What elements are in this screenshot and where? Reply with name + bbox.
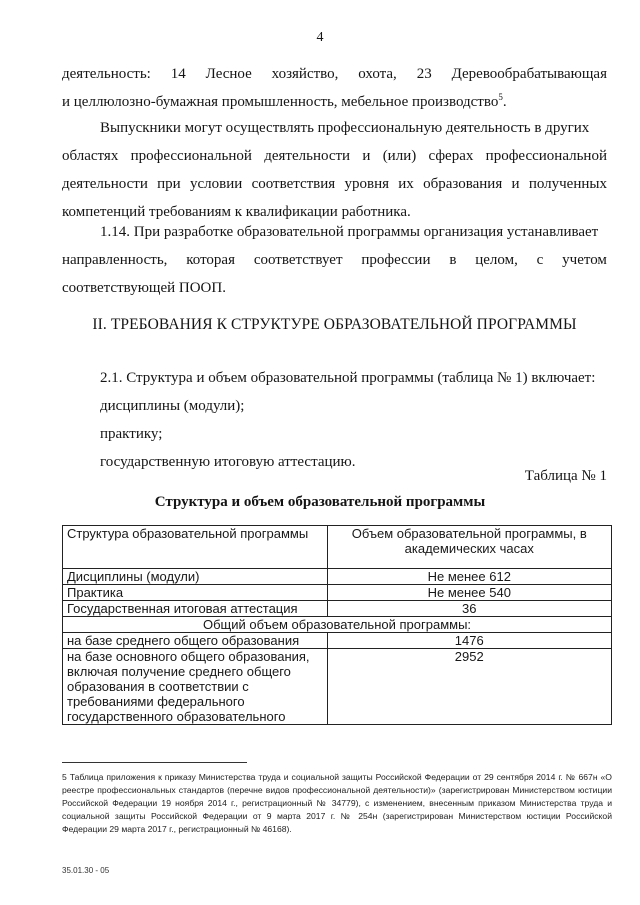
header-cell-volume: Объем образовательной программы, в академических часах [327, 526, 611, 569]
row-label-line: государственного образовательного [67, 709, 286, 724]
word: условии [190, 176, 243, 192]
list-item: дисциплины (модули); [100, 398, 245, 414]
row-label-line: требованиями федерального [67, 694, 245, 709]
footnote-reference[interactable]: 5 [498, 92, 503, 102]
table-row [63, 585, 612, 601]
word: деятельности [264, 148, 351, 164]
word: целом, [475, 252, 518, 268]
paragraph-line [62, 60, 607, 88]
paragraph-1-14 [62, 218, 607, 302]
line-end: . [502, 94, 507, 110]
total-label: Общий объем образовательной программы: [63, 617, 612, 633]
table-row [63, 633, 612, 649]
section-intro: 2.1. Структура и объем образовательной программы (таблица № 1) включает: [100, 370, 596, 386]
section-list [62, 364, 607, 476]
footnote-text: 5 Таблица приложения к приказу Министерства труда и социальной защиты Российской Федерации от 29 сентября 2014 г. № 667н «О реестре профессиональных стандартов (перечне видов профессиональной деятельности)» (зарегистрирован Министерством юстиции Российской Федерации 19 ноября 2014 г., регистрационный № 34779), с изменением, внесенным приказом Министерства труда и социальной защиты Российской Федерации от 9 марта 2017 г. № 254н (зарегистрирован Министерством юстиции Российской Федерации 29 марта 2017 г., регистрационный № 46168). [62, 772, 612, 835]
word: при [157, 176, 181, 192]
word: с [536, 252, 544, 268]
row-label: Практика [63, 585, 328, 601]
word: деятельность: [62, 66, 151, 82]
table-row [63, 601, 612, 617]
table-row [63, 649, 612, 725]
paragraph-line [62, 170, 607, 198]
word: и [362, 148, 371, 164]
table-number: Таблица № 1 [524, 468, 607, 484]
row-label [63, 649, 328, 725]
word: которая [186, 252, 235, 268]
footnote-separator [62, 762, 247, 763]
table-header-row [63, 526, 612, 569]
word: профессиональной [130, 148, 252, 164]
paragraph-line [62, 88, 607, 116]
word: 14 [170, 66, 186, 82]
word: охота, [358, 66, 397, 82]
row-value: 36 [327, 601, 611, 617]
word: хозяйство, [271, 66, 339, 82]
row-label: на базе среднего общего образования [63, 633, 328, 649]
row-value: 2952 [327, 649, 611, 725]
paragraph-line [62, 246, 607, 274]
word: полученных [528, 176, 607, 192]
word: 23 [416, 66, 432, 82]
row-value: Не менее 612 [327, 569, 611, 585]
word: и [511, 176, 520, 192]
paragraph-line: Выпускники могут осуществлять профессиональную деятельность в других [100, 120, 590, 136]
paragraph-graduates [62, 114, 607, 226]
document-code: 35.01.30 - 05 [62, 866, 110, 875]
paragraph-line: компетенций требованиям к квалификации работника. [62, 204, 411, 220]
paragraph-line [62, 142, 607, 170]
word: Лесное [205, 66, 252, 82]
table-row [63, 569, 612, 585]
line-text: и целлюлозно-бумажная промышленность, мебельное производство [62, 94, 499, 110]
section-title: II. ТРЕБОВАНИЯ К СТРУКТУРЕ ОБРАЗОВАТЕЛЬНОЙ ПРОГРАММЫ [92, 316, 577, 333]
paragraph-activity-areas [62, 60, 607, 116]
row-label-line: на базе основного общего образования, [67, 649, 310, 664]
word: Деревообрабатывающая [451, 66, 607, 82]
paragraph-line: соответствующей ПООП. [62, 280, 226, 296]
word: учетом [562, 252, 607, 268]
word: уровня [344, 176, 389, 192]
paragraph-line: 1.14. При разработке образовательной программы организация устанавливает [100, 224, 599, 240]
page-number: 4 [316, 30, 324, 45]
word: профессии [361, 252, 431, 268]
row-label: Государственная итоговая аттестация [63, 601, 328, 617]
table-caption: Структура и объем образовательной программы [154, 494, 486, 510]
list-item: государственную итоговую аттестацию. [100, 454, 356, 470]
row-label-line: включая получение среднего общего [67, 664, 291, 679]
row-value: 1476 [327, 633, 611, 649]
row-label-line: образования в соответствии с [67, 679, 249, 694]
word: их [398, 176, 414, 192]
table-total-row [63, 617, 612, 633]
word: деятельности [62, 176, 148, 192]
word: образования [423, 176, 503, 192]
word: профессиональной [485, 148, 607, 164]
word: направленность, [62, 252, 168, 268]
word: соответствует [253, 252, 343, 268]
word: областях [62, 148, 119, 164]
row-label: Дисциплины (модули) [63, 569, 328, 585]
row-value: Не менее 540 [327, 585, 611, 601]
word: соответствия [251, 176, 336, 192]
list-item: практику; [100, 426, 163, 442]
word: сферах [428, 148, 474, 164]
word: в [449, 252, 457, 268]
program-structure-table [62, 525, 612, 725]
word: (или) [382, 148, 417, 164]
header-cell-structure: Структура образовательной программы [63, 526, 328, 569]
